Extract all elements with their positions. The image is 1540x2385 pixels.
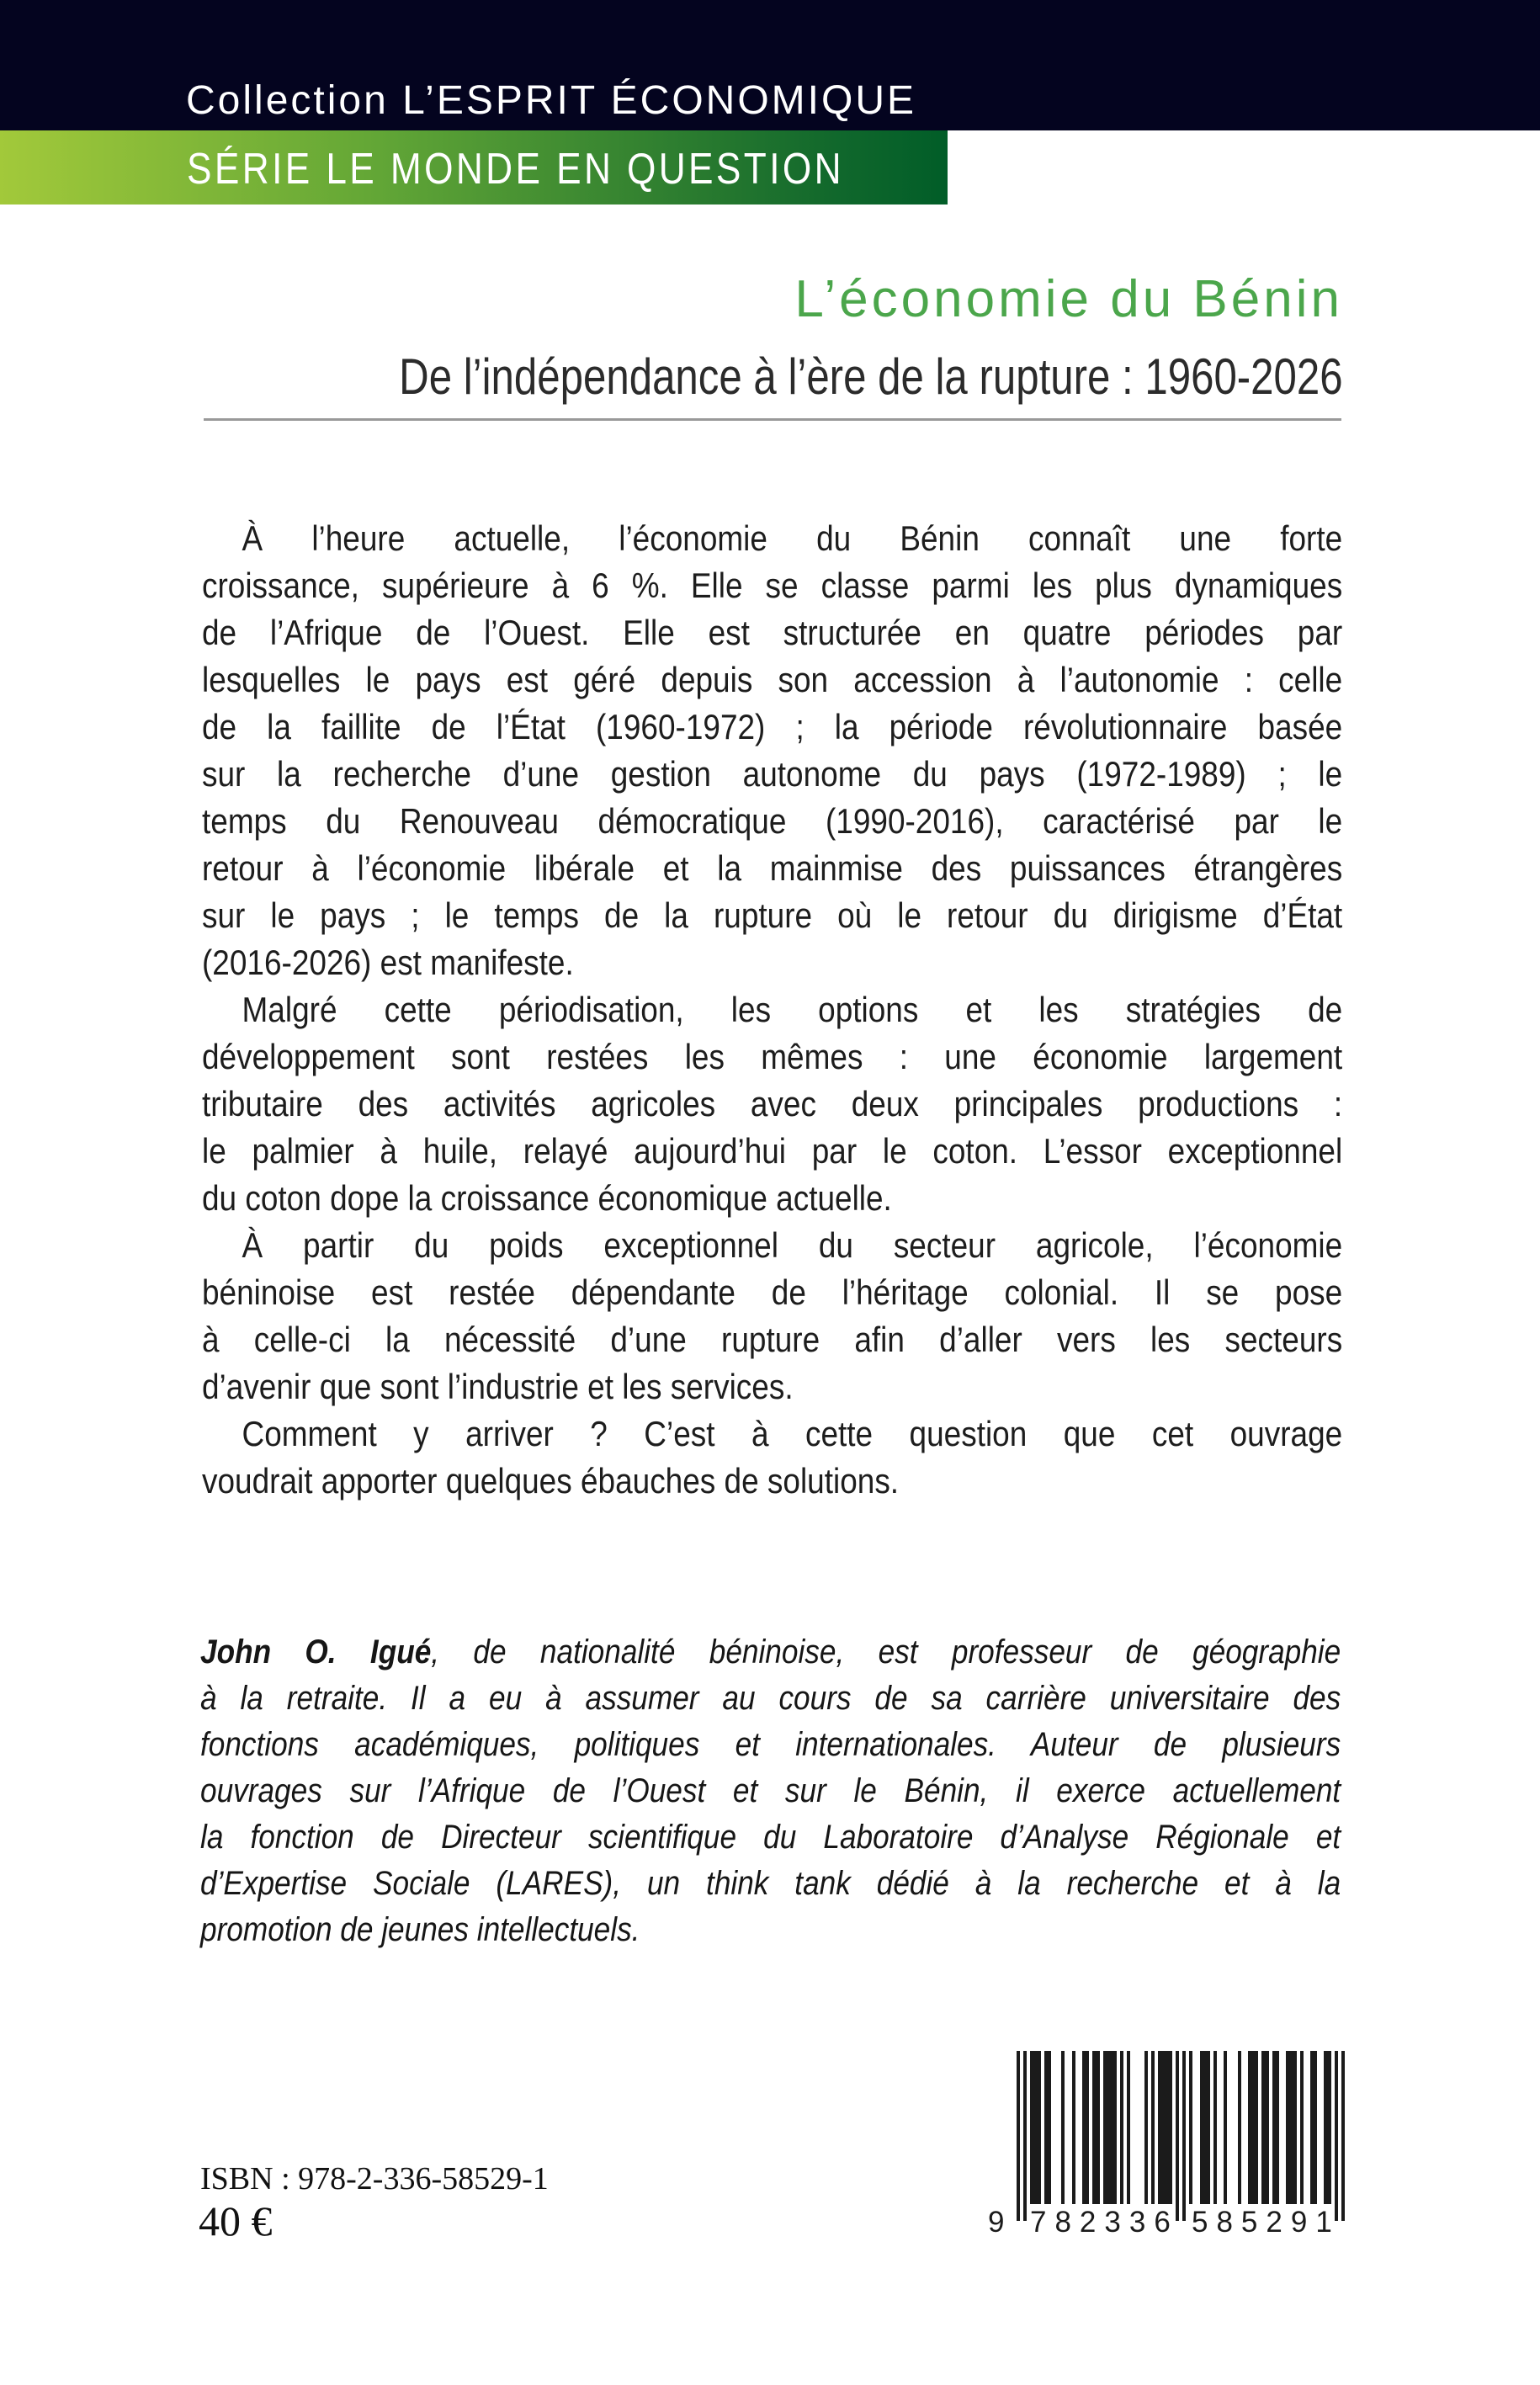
bio-lines: à la retraite. Il a eu à assumer au cours de sa carrière universitaire des fonctions académiques, politiques et internationales. Auteur de plusieurs ouvrages sur l’Afrique de l’Ouest et sur le Bénin, il exerce actuellement la fonction de Directeur scientifique du Laboratoire d’Analyse Régionale et d’Expertise Sociale (LARES), un think tank dédié à la recherche et à la promotion de jeunes intellectuels. xyxy=(200,1680,1341,1948)
book-title: L’économie du Bénin xyxy=(794,270,1343,328)
barcode-digit-leading: 9 xyxy=(988,2206,1005,2239)
series-title-wrap xyxy=(187,130,960,205)
divider-rule xyxy=(204,418,1341,421)
bio-first-line-rest: , de nationalité béninoise, est professeur de géographie xyxy=(431,1633,1341,1671)
price-text: 40 € xyxy=(199,2197,273,2244)
series-banner xyxy=(0,130,948,205)
barcode-bars xyxy=(1017,2051,1345,2221)
synopsis-paragraph-1: À l’heure actuelle, l’économie du Bénin connaît une forte croissance, supérieure à 6 %. Elle se classe parmi les plus dynamiques de l’Afrique de l’Ouest. Elle est structurée en quatre périodes par lesquelles le pays est géré depuis son accession à l’autonomie : celle de la faillite de l’État (1960-1972) ; la période révolutionnaire basée sur la recherche d’une gestion autonome du pays (1972-1989) ; le temps du Renouveau démocratique (1990-2016), caractérisé par le retour à l’économie libérale et la mainmise des puissances étrangères sur le pays ; le temps de la rupture où le retour du dirigisme d’État (2016-2026) est manifeste. xyxy=(202,518,1343,982)
collection-header-band xyxy=(0,0,1540,130)
barcode-digits-right-group: 585291 xyxy=(1192,2206,1341,2239)
synopsis xyxy=(202,515,1342,1505)
barcode-digits-left-group: 782336 xyxy=(1030,2206,1179,2239)
collection-title: Collection L’ESPRIT ÉCONOMIQUE xyxy=(186,78,917,123)
ean-barcode xyxy=(988,2051,1345,2246)
author-bio xyxy=(200,1629,1341,1953)
series-title: SÉRIE LE MONDE EN QUESTION xyxy=(187,145,844,194)
bio-first-line xyxy=(200,1629,1341,1676)
author-name: John O. Igué xyxy=(200,1633,432,1671)
synopsis-paragraph-3: À partir du poids exceptionnel du secteur agricole, l’économie béninoise est restée dépendante de l’héritage colonial. Il se pose à celle-ci la nécessité d’une rupture afin d’aller vers les secteurs d’avenir que sont l’industrie et les services. xyxy=(202,1225,1343,1406)
book-subtitle: De l’indépendance à l’ère de la rupture : 1960-2026 xyxy=(399,348,1343,405)
isbn-text: ISBN : 978-2-336-58529-1 xyxy=(200,2161,549,2196)
synopsis-paragraph-2: Malgré cette périodisation, les options et les stratégies de développement sont restées les mêmes : une économie largement tributaire des activités agricoles avec deux principales productions : le palmier à huile, relayé aujourd’hui par le coton. L’essor exceptionnel du coton dope la croissance économique actuelle. xyxy=(202,990,1343,1218)
book-subtitle-wrap xyxy=(192,348,1343,406)
synopsis-paragraph-4: Comment y arriver ? C’est à cette question que cet ouvrage voudrait apporter quelques ébauches de solutions. xyxy=(202,1414,1343,1501)
